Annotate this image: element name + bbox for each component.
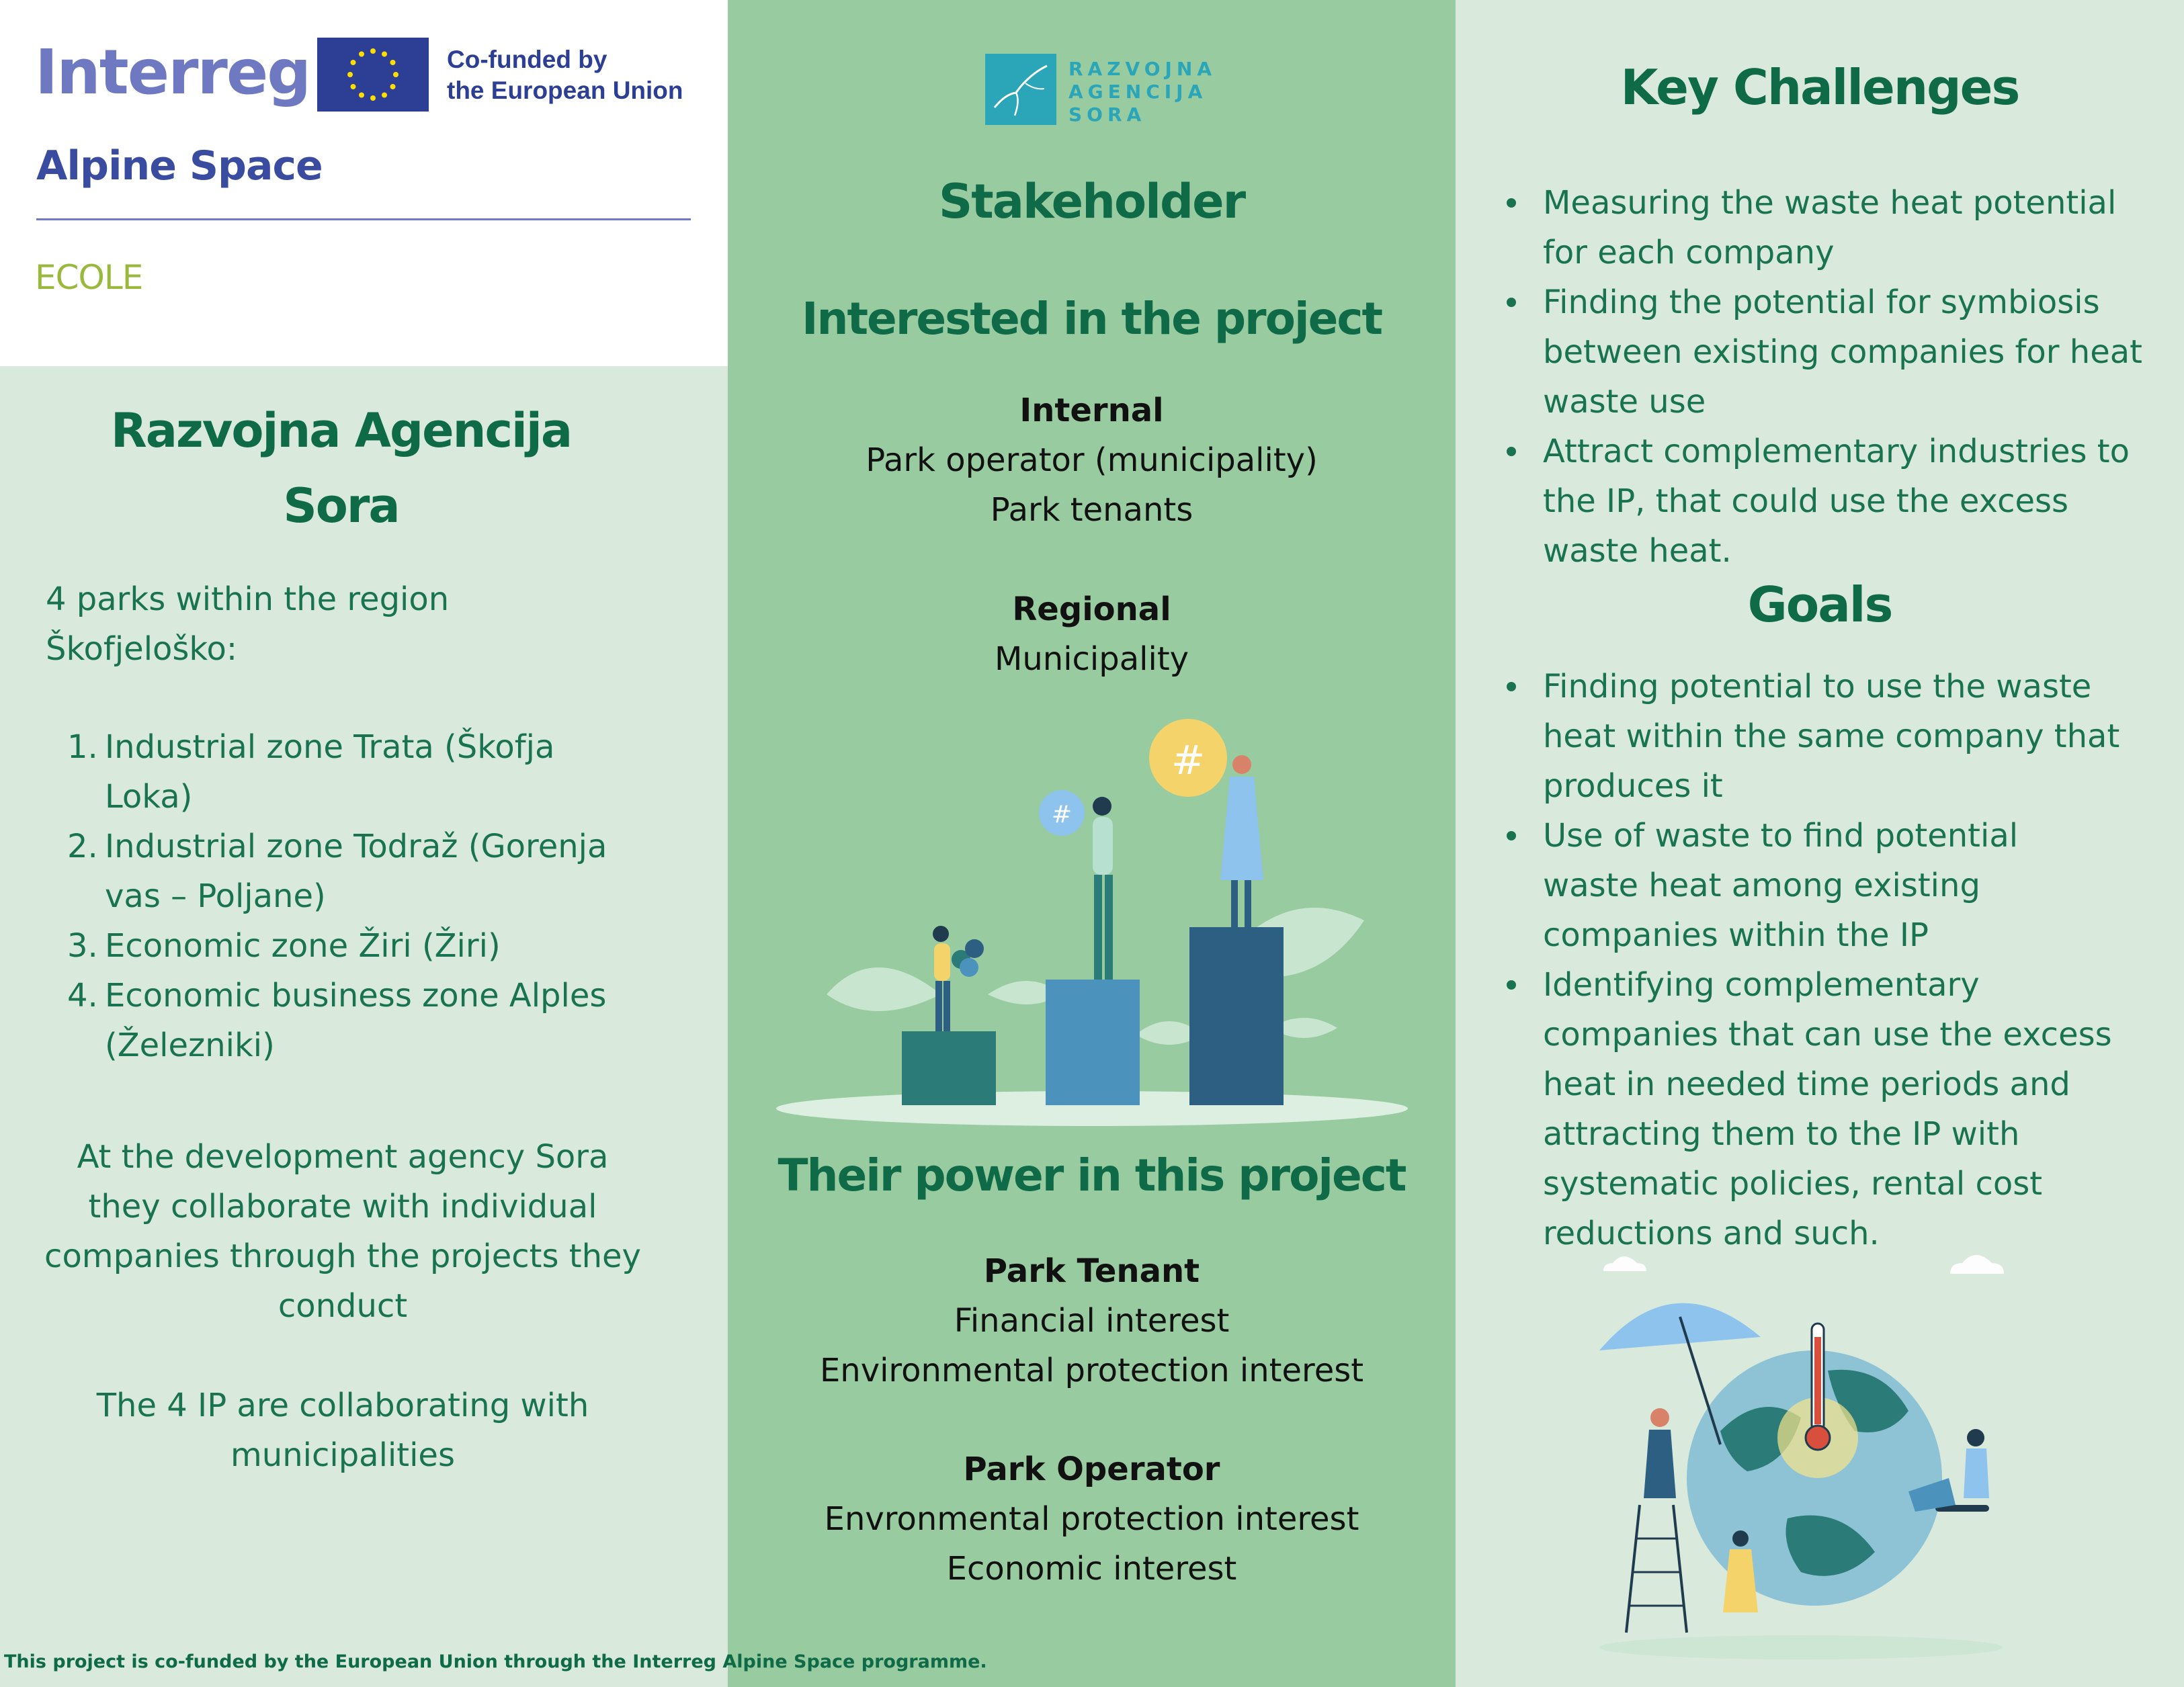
list-item [1496, 427, 2154, 576]
tenant-title: Park Tenant [983, 1252, 1200, 1290]
list-item [67, 971, 659, 1070]
list-line: reductions and such. [1543, 1215, 1880, 1252]
left-title [0, 393, 682, 544]
list-line: heat within the same company that [1543, 718, 2120, 755]
list-item [1496, 960, 2154, 1258]
list-line: Loka) [105, 778, 193, 816]
internal-item: Park operator (municipality) [866, 441, 1318, 479]
list-line: Measuring the waste heat potential [1543, 184, 2117, 222]
list-line: waste heat. [1543, 532, 1732, 570]
operator-power [728, 1444, 1456, 1594]
list-number: 2. [67, 828, 98, 865]
parks-intro-line-2: Škofjeloško: [46, 630, 238, 668]
collab-line: companies through the projects they [44, 1238, 641, 1275]
list-line: Industrial zone Trata (Škofja [105, 728, 555, 766]
internal-title: Internal [1019, 392, 1164, 429]
collab-line: they collaborate with individual [88, 1188, 597, 1225]
header-logos [0, 0, 728, 366]
challenges-list [1496, 178, 2154, 576]
earth-illustration [1586, 1236, 2016, 1666]
project-name: ECOLE [35, 258, 143, 297]
sora-logo-line: RAZVOJNA [1068, 58, 1217, 80]
list-line: Identifying complementary [1543, 966, 1980, 1004]
list-line: attracting them to the IP with [1543, 1115, 2020, 1153]
goals-list [1496, 662, 2154, 1258]
list-line: (Železniki) [105, 1027, 275, 1064]
tenant-item: Financial interest [954, 1302, 1230, 1340]
sora-logo-text [1068, 58, 1216, 126]
goals-title: Goals [1747, 576, 1892, 633]
list-line: waste heat among existing [1543, 867, 1980, 904]
cofunded-line-1: Co-funded by [447, 46, 607, 73]
tenant-power [728, 1246, 1456, 1395]
regional-stakeholders [728, 585, 1456, 684]
parks-list [67, 722, 659, 1070]
interested-title: Interested in the project [801, 293, 1382, 345]
cofunded-line-2: the European Union [447, 77, 683, 104]
list-number: 4. [67, 977, 98, 1014]
list-number: 1. [67, 728, 98, 766]
list-line: for each company [1543, 234, 1835, 271]
ip-line: The 4 IP are collaborating with [96, 1387, 589, 1424]
hash-symbol: # [1171, 737, 1206, 784]
list-line: between existing companies for heat [1543, 333, 2142, 371]
sora-map-icon [985, 54, 1056, 125]
list-item [67, 921, 659, 971]
left-title-line-1: Razvojna Agencija [110, 403, 572, 458]
regional-title: Regional [1012, 591, 1171, 628]
list-number: 3. [67, 927, 98, 965]
list-line: Economic zone Žiri (Žiri) [105, 927, 501, 965]
list-item [1496, 811, 2154, 960]
sora-logo-line: SORA [1068, 103, 1146, 126]
internal-stakeholders [728, 386, 1456, 535]
ip-line: municipalities [230, 1436, 455, 1474]
list-line: produces it [1543, 767, 1723, 805]
list-line: Finding potential to use the waste [1543, 668, 2092, 705]
header-divider [36, 218, 691, 220]
list-line: the IP, that could use the excess [1543, 482, 2069, 520]
eu-flag-icon [317, 38, 429, 112]
footer-note: This project is co-funded by the European Union through the Interreg Alpine Space programme. [4, 1651, 987, 1672]
collaboration-text [40, 1132, 645, 1331]
list-line: Economic business zone Alples [105, 977, 607, 1014]
list-line: heat in needed time periods and [1543, 1066, 2070, 1103]
operator-item: Economic interest [946, 1550, 1237, 1588]
collab-line: conduct [278, 1287, 408, 1325]
hash-symbol: # [1051, 801, 1073, 828]
sora-logo-line: AGENCIJA [1068, 81, 1208, 103]
parks-intro-line-1: 4 parks within the region [46, 580, 450, 618]
list-line: systematic policies, rental cost [1543, 1165, 2043, 1203]
interreg-logo: Interreg [35, 36, 310, 108]
challenges-title: Key Challenges [1620, 59, 2019, 116]
list-item [1496, 277, 2154, 427]
list-line: Industrial zone Todraž (Gorenja [105, 828, 607, 865]
left-title-line-2: Sora [283, 478, 399, 533]
cofunded-label [447, 44, 683, 106]
operator-item: Envronmental protection interest [824, 1500, 1359, 1538]
parks-intro [46, 574, 650, 674]
tenant-item: Environmental protection interest [819, 1352, 1364, 1389]
stakeholder-title: Stakeholder [938, 174, 1245, 229]
list-line: Finding the potential for symbiosis [1543, 284, 2100, 321]
regional-item: Municipality [994, 640, 1189, 678]
internal-item: Park tenants [990, 491, 1193, 529]
alpine-space-logo: Alpine Space [36, 142, 323, 189]
list-line: vas – Poljane) [105, 877, 326, 915]
list-line: companies within the IP [1543, 916, 1929, 954]
list-line: Attract complementary industries to [1543, 433, 2130, 470]
podium-illustration [773, 712, 1411, 1129]
list-line: companies that can use the excess [1543, 1016, 2112, 1053]
list-item [1496, 662, 2154, 811]
power-title: Their power in this project [778, 1150, 1406, 1201]
list-item [1496, 178, 2154, 277]
list-line: waste use [1543, 383, 1706, 421]
collab-line: At the development agency Sora [77, 1138, 609, 1176]
sora-logo [985, 54, 1217, 128]
list-line: Use of waste to find potential [1543, 817, 2019, 855]
ip-collaboration-text [40, 1381, 645, 1480]
operator-title: Park Operator [963, 1451, 1220, 1488]
list-item [67, 722, 659, 822]
list-item [67, 822, 659, 921]
